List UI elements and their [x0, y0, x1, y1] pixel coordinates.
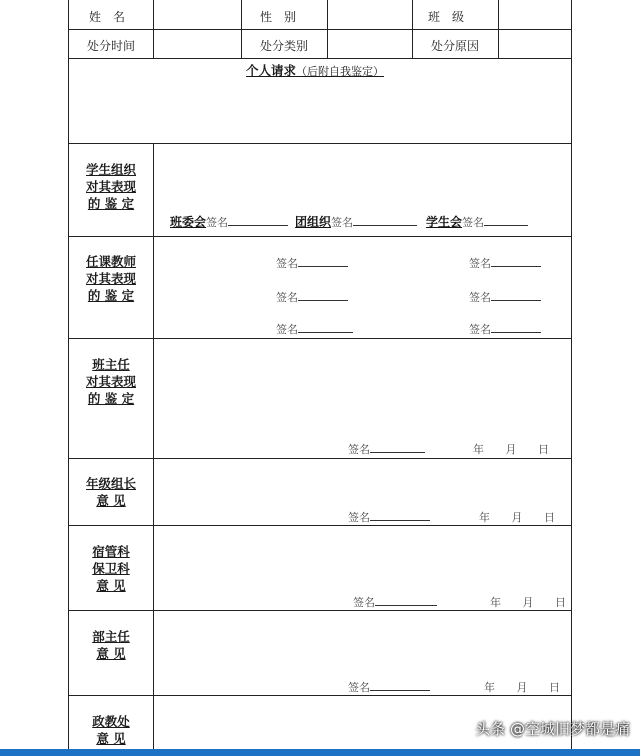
dorm-security-label: 宿管科 保卫科 意 见: [92, 544, 130, 593]
head-teacher-signature: 签名: [348, 441, 425, 457]
row-line: [68, 58, 572, 59]
row-line: [68, 525, 572, 526]
teacher-signature: 签名: [276, 289, 348, 305]
row-line: [68, 695, 572, 696]
dorm-security-signature: 签名: [353, 594, 437, 610]
grade-leader-label: 年级组长 意 见: [85, 476, 136, 508]
table-left-border: [68, 0, 69, 749]
row-line: [68, 29, 572, 30]
head-teacher-label: 班主任 对其表现 的 鉴 定: [85, 357, 136, 406]
reason-label: 处分原因: [431, 39, 480, 53]
table-right-border: [571, 0, 572, 749]
dorm-security-date: 年 月 日: [490, 596, 566, 609]
teacher-signature: 签名: [276, 255, 348, 271]
personal-request-note: （后附自我鉴定）: [296, 65, 385, 78]
type-label: 处分类别: [260, 39, 309, 53]
league-org-signature: 团组织签名: [295, 213, 417, 230]
row-line: [68, 338, 572, 339]
class-committee-signature: 班委会签名: [170, 213, 288, 230]
time-label: 处分时间: [87, 39, 136, 53]
personal-request-heading: [246, 60, 384, 79]
student-union-signature: 学生会签名: [426, 213, 528, 230]
watermark: 头条 @空城旧梦都是痛: [475, 720, 630, 738]
head-teacher-date: 年 月 日: [473, 443, 549, 456]
label-column-divider: [153, 143, 154, 749]
gender-label: 性 别: [260, 10, 297, 24]
teacher-signature: 签名: [469, 255, 541, 271]
political-office-label: 政教处 意 见: [92, 714, 130, 746]
class-label: 班 级: [428, 10, 465, 24]
grade-leader-signature: 签名: [348, 509, 430, 525]
personal-request-title: 个人请求: [246, 63, 297, 78]
row-line: [68, 236, 572, 237]
dept-head-signature: 签名: [348, 679, 430, 695]
row-line: [68, 610, 572, 611]
bottom-bar: [0, 749, 640, 756]
name-label: 姓 名: [89, 10, 126, 24]
row-line: [68, 458, 572, 459]
teacher-signature: 签名: [469, 321, 541, 337]
dept-head-label: 部主任 意 见: [92, 629, 130, 661]
row-line: [68, 143, 572, 144]
teacher-signature: 签名: [469, 289, 541, 305]
dept-head-date: 年 月 日: [484, 681, 560, 694]
teachers-label: 任课教师 对其表现 的 鉴 定: [85, 254, 136, 303]
student-org-label: 学生组织 对其表现 的 鉴 定: [85, 162, 136, 211]
teacher-signature: 签名: [276, 321, 353, 337]
grade-leader-date: 年 月 日: [479, 511, 555, 524]
